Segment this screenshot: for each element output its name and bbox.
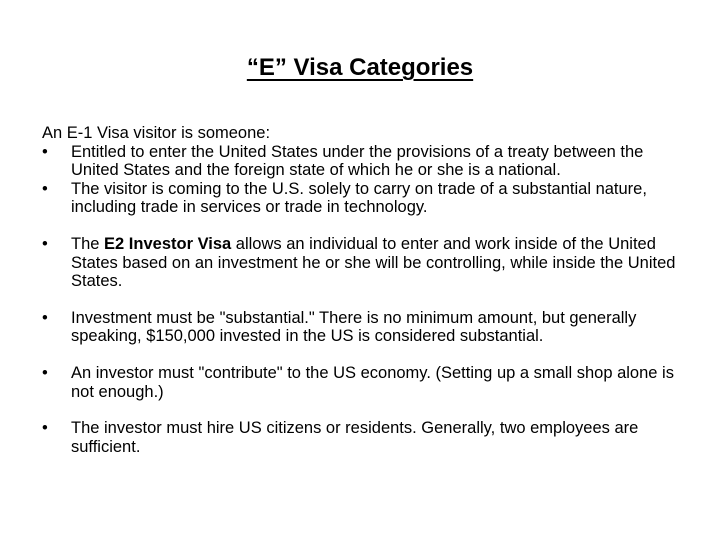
bullet-icon: •	[42, 179, 48, 198]
bullet-icon: •	[42, 234, 48, 253]
bullet-icon: •	[42, 363, 48, 382]
list-item	[42, 309, 682, 346]
slide-title-text: “E” Visa Categories	[246, 54, 474, 81]
bullet-icon: •	[42, 419, 48, 438]
list-item-text: The visitor is coming to the U.S. solely to carry on trade of a substantial nature, including trade in services or trade in technology.	[71, 179, 647, 217]
list-item	[42, 143, 682, 180]
list-item	[42, 419, 682, 456]
list-item-text: The investor must hire US citizens or residents. Generally, two employees are sufficient.	[71, 419, 639, 456]
slide-body	[42, 124, 682, 456]
bullet-icon: •	[42, 308, 48, 327]
bullet-icon: •	[42, 142, 48, 161]
list-item-text	[71, 235, 675, 290]
list-item-text: An investor must "contribute" to the US economy. (Setting up a small shop alone is not enough.)	[71, 363, 674, 401]
e1-criteria-list	[42, 143, 682, 217]
list-item-text: Investment must be "substantial." There is no minimum amount, but generally speaking, $150,000 invested in the US is considered substantial.	[71, 308, 637, 346]
e2-visa-name: E2 Investor Visa	[104, 234, 232, 253]
slide-title	[0, 54, 720, 82]
list-item	[42, 364, 682, 401]
list-item-text: Entitled to enter the United States under the provisions of a treaty between the United States and the foreign state of which he or she is a national.	[71, 142, 644, 180]
list-item	[42, 235, 682, 291]
e2-requirements-list	[42, 235, 682, 456]
e2-text-after: allows an individual to enter and work inside of the United States based on an investment he or she will be controlling, while inside the United States.	[71, 234, 676, 291]
list-item	[42, 180, 682, 217]
e2-text-before: The	[71, 234, 105, 253]
intro-text: An E-1 Visa visitor is someone:	[42, 124, 271, 142]
